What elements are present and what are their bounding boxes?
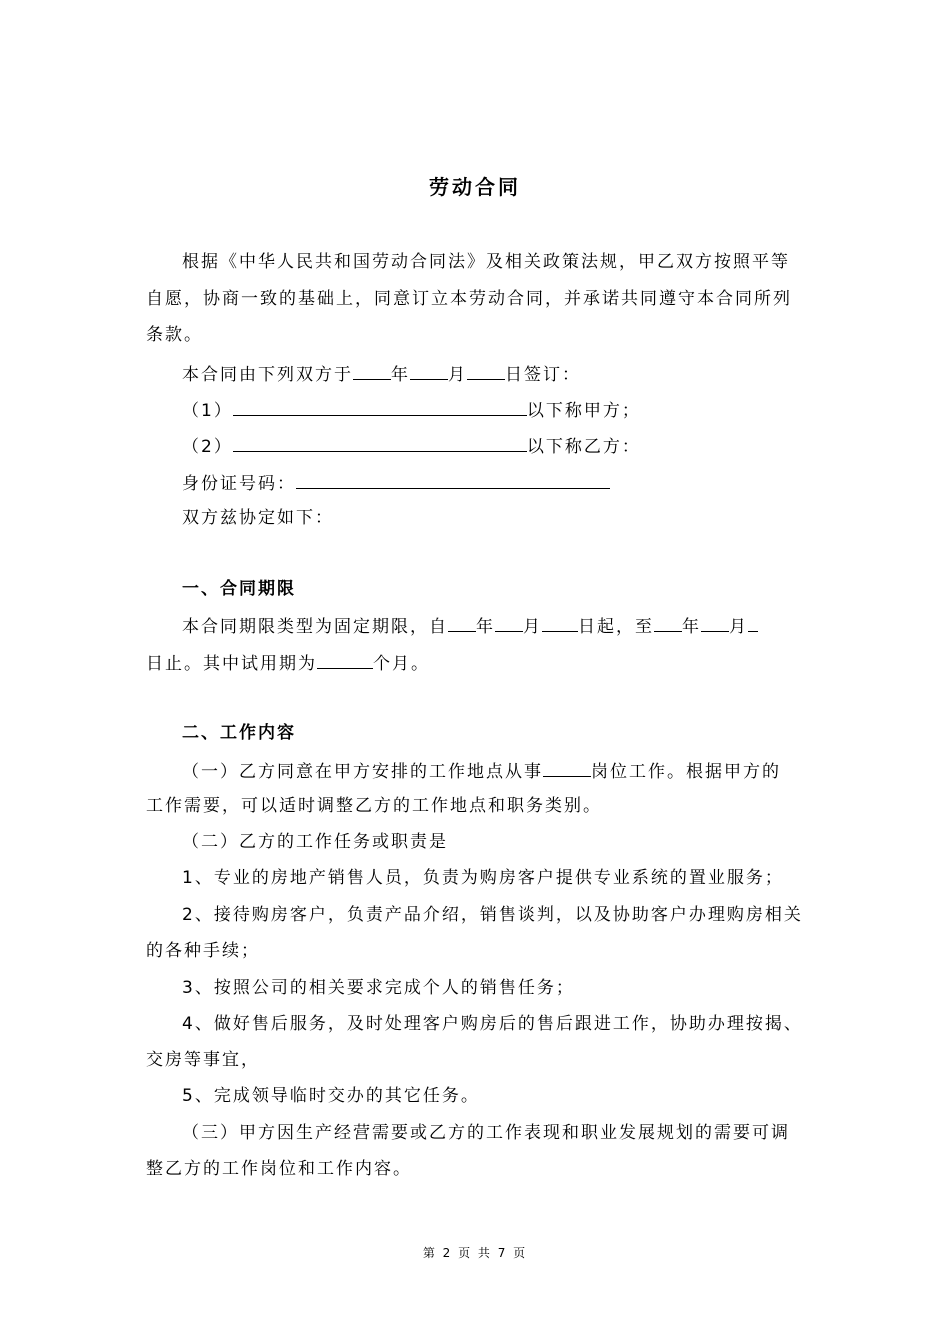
party-b-suffix: 以下称乙方： [526,437,641,457]
signing-month-blank[interactable] [410,362,448,380]
probation-prefix: 日止。其中试用期为 [146,654,317,674]
term-start-month-blank[interactable] [495,614,523,632]
id-number-line [182,471,610,495]
party-a-label: （1） [182,401,233,421]
term-end-year-blank[interactable] [654,614,682,632]
probation-months-blank[interactable] [317,651,373,669]
duty-4-line-2: 交房等事宜， [146,1050,260,1070]
term-end-month-blank[interactable] [701,614,729,632]
term-end-month-label: 月 [729,617,748,637]
work-item-3-line-2: 整乙方的工作岗位和工作内容。 [146,1159,412,1179]
work-item-2: （二）乙方的工作任务或职责是 [182,832,448,852]
term-start-day-blank[interactable] [542,614,578,632]
party-a-suffix: 以下称甲方； [526,401,641,421]
signing-month-label: 月 [448,365,467,385]
page-footer: 第 2 页 共 7 页 [422,1246,528,1260]
signing-day-blank[interactable] [467,362,505,380]
signing-prefix: 本合同由下列双方于 [182,365,353,385]
id-number-blank[interactable] [296,471,610,489]
preamble-line-3: 条款。 [146,325,203,345]
id-number-label: 身份证号码： [182,474,296,494]
section-1-heading: 一、合同期限 [182,579,296,599]
post-prefix: （一）乙方同意在甲方安排的工作地点从事 [182,762,543,782]
work-item-1-line-2: 工作需要，可以适时调整乙方的工作地点和职务类别。 [146,796,602,816]
signing-day-label: 日签订： [505,365,581,385]
party-a-blank[interactable] [233,398,527,416]
agreement-line: 双方兹协定如下： [182,508,334,528]
party-b-blank[interactable] [233,434,527,452]
post-blank[interactable] [543,759,591,777]
term-start-day-label: 日起，至 [578,617,654,637]
section-2-heading: 二、工作内容 [182,723,296,743]
term-start-year-blank[interactable] [448,614,476,632]
party-a-line [182,398,641,422]
signing-year-blank[interactable] [353,362,391,380]
duty-2-line-2: 的各种手续； [146,941,260,961]
term-prefix: 本合同期限类型为固定期限，自 [182,617,448,637]
duty-5: 5、完成领导临时交办的其它任务。 [182,1086,480,1106]
duty-3: 3、按照公司的相关要求完成个人的销售任务； [182,978,575,998]
work-item-3-line-1: （三）甲方因生产经营需要或乙方的工作表现和职业发展规划的需要可调 [182,1123,790,1143]
contract-term-line-2 [146,651,430,675]
preamble-line-1: 根据《中华人民共和国劳动合同法》及相关政策法规，甲乙双方按照平等 [182,252,790,272]
work-item-1-line-1 [182,759,781,783]
party-b-label: （2） [182,437,233,457]
signing-year-label: 年 [391,365,410,385]
signing-date-line [182,362,581,386]
preamble-line-2: 自愿，协商一致的基础上，同意订立本劳动合同，并承诺共同遵守本合同所列 [146,289,792,309]
duty-1: 1、专业的房地产销售人员，负责为购房客户提供专业系统的置业服务； [182,868,784,888]
post-suffix: 岗位工作。根据甲方的 [591,762,781,782]
duty-2-line-1: 2、接待购房客户，负责产品介绍，销售谈判，以及协助客户办理购房相关 [182,905,803,925]
probation-suffix: 个月。 [373,654,430,674]
term-end-year-label: 年 [682,617,701,637]
duty-4-line-1: 4、做好售后服务，及时处理客户购房后的售后跟进工作，协助办理按揭、 [182,1014,803,1034]
contract-term-line-1 [182,614,758,638]
party-b-line [182,434,641,458]
term-end-day-blank[interactable] [748,614,758,632]
term-start-month-label: 月 [523,617,542,637]
term-start-year-label: 年 [476,617,495,637]
document-title: 劳动合同 [429,175,521,199]
